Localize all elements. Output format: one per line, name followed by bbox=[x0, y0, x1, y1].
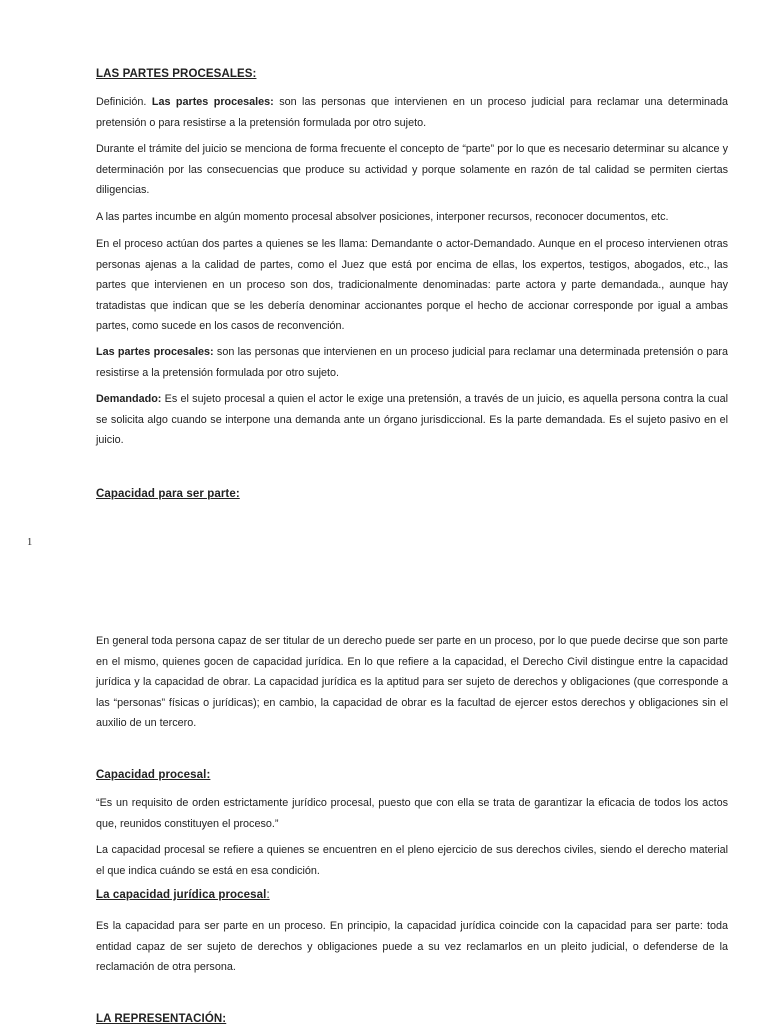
bold-term-partes-procesales-2: Las partes procesales: bbox=[96, 346, 214, 358]
paragraph-capacidad-general: En general toda persona capaz de ser titular de un derecho puede ser parte en un proceso, por lo que puede decirse que son parte en el mismo, quienes gocen de capacidad jurídica. En lo que refiere a la capacidad, el Derecho Civil distingue entre la capacidad jurídica y la capacidad de obrar. La capacidad jurídica es la aptitud para ser sujeto de derechos y obligaciones (que corresponde a las “personas” físicas o jurídicas); en cambio, la capacidad de obrar es la facultad de ejercer estos derechos y obligaciones sin el auxilio de un tercero. bbox=[96, 635, 728, 729]
paragraph-partes-procesales bbox=[96, 342, 728, 383]
paragraph-dos-partes: En el proceso actúan dos partes a quienes se les llama: Demandante o actor-Demandado. Aunque en el proceso intervienen otras personas ajenas a la calidad de partes, como el Juez que está por encima de ellas, los expertos, testigos, abogados, etc., las partes que intervienen en un proceso son dos, tradicionalmente denominadas: parte actora y parte demandada., aunque hay tratadistas que indican que se les debería denominar accionantes porque el hecho de accionar corresponde por igual a ambas partes, como sucede en los casos de reconvención. bbox=[96, 238, 728, 332]
bold-term-demandado: Demandado: bbox=[96, 393, 162, 405]
heading-representacion: LA REPRESENTACIÓN: bbox=[96, 1013, 227, 1025]
heading-capacidad-para-ser-parte: Capacidad para ser parte: bbox=[96, 488, 240, 500]
heading-capacidad-procesal: Capacidad procesal: bbox=[96, 769, 211, 781]
paragraph-incumbe: A las partes incumbe en algún momento procesal absolver posiciones, interponer recursos, reconocer documentos, etc. bbox=[96, 211, 669, 223]
paragraph-tramite: Durante el trámite del juicio se menciona de forma frecuente el concepto de “parte” por lo que es necesario determinar su alcance y determinación por las consecuencias que produce su actividad y porque solamente en razón de tal calidad se permiten ciertas diligencias. bbox=[96, 143, 728, 196]
paragraph-definicion bbox=[96, 92, 728, 133]
paragraph-capacidad-juridica: Es la capacidad para ser parte en un proceso. En principio, la capacidad jurídica coincide con la capacidad para ser parte: toda entidad capaz de ser sujeto de derechos y obligaciones puede a su vez reclamarlos en un pleito judicial, o defenderse de la reclamación de otra persona. bbox=[96, 920, 728, 973]
paragraph-requisito-quote: “Es un requisito de orden estrictamente jurídico procesal, puesto que con ella se trata de garantizar la eficacia de todos los actos que, reunidos constituyen el proceso.” bbox=[96, 797, 728, 830]
footnote-number: 1 bbox=[27, 537, 33, 548]
heading-partes-procesales: LAS PARTES PROCESALES: bbox=[96, 68, 257, 80]
partes-procesales-text: son las personas que intervienen en un proceso judicial para reclamar una determinada pretensión o para resistirse a la pretensión formulada por otro sujeto. bbox=[96, 346, 728, 379]
bold-term-partes-procesales: Las partes procesales: bbox=[151, 96, 274, 108]
paragraph-demandado bbox=[96, 389, 728, 451]
definicion-prefix: Definición. bbox=[96, 96, 152, 108]
demandado-text: Es el sujeto procesal a quien el actor le exige una pretensión, a través de un juicio, es aquella persona contra la cual se solicita algo cuando se interpone una demanda ante un órgano jurisdiccional. Es la parte demandada. Es el sujeto pasivo en el juicio. bbox=[96, 393, 728, 446]
paragraph-capacidad-procesal: La capacidad procesal se refiere a quienes se encuentren en el pleno ejercicio de sus derechos civiles, siendo el derecho material el que indica cuándo se está en esa condición. bbox=[96, 844, 728, 877]
heading-capacidad-juridica-procesal: La capacidad jurídica procesal: bbox=[96, 889, 270, 901]
definicion-text: son las personas que intervienen en un proceso judicial para reclamar una determinada pretensión o para resistirse a la pretensión formulada por otro sujeto. bbox=[96, 96, 728, 129]
